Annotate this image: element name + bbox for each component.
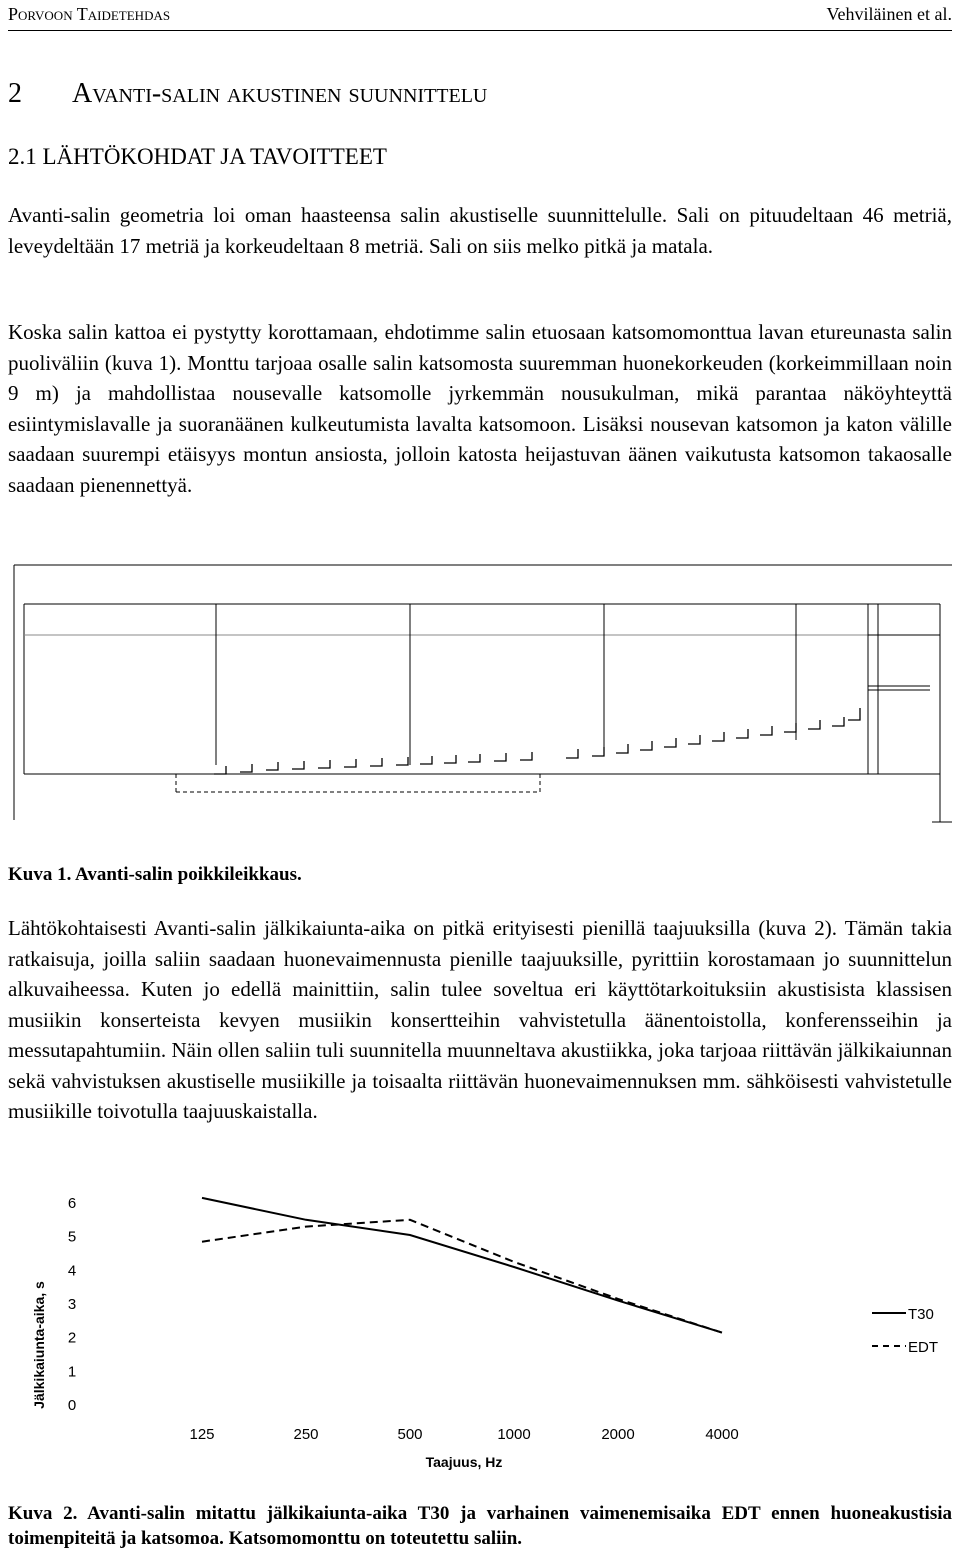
y-tick-label-3: 3	[67, 1296, 77, 1313]
series-line-edt	[202, 1220, 722, 1333]
section-title: Avanti-salin akustinen suunnittelu	[72, 78, 488, 109]
chart-legend	[872, 1306, 938, 1356]
section-number: 2	[8, 78, 22, 109]
x-tick-label-500: 500	[397, 1426, 423, 1443]
legend-t30-label: T30	[908, 1306, 934, 1323]
y-tick-label-6: 6	[67, 1195, 77, 1212]
paragraph-pit: Koska salin kattoa ei pystytty korottamaan, ehdotimme salin etuosaan katsomomonttua lavan etureunasta salin puoliväliin (kuva 1). Monttu tarjoaa osalle salin katsomosta suuremman huonekorkeuden (korkeimmillaan noin 9 m) ja mahdollistaa nousevalle katsomolle jyrkemmän nousukulman, mikä parantaa näköyhteyttä esiintymislavalle ja suoranäänen kulkeutumista lavalta katsomoon. Lisäksi nousevan katsomon ja katon välille saadaan suurempi etäisyys montun ansiosta, jolloin katosta heijastuvan äänen vaikutusta katsomon takaosalle saadaan pienennettyä.	[8, 320, 952, 497]
figure2-caption: Kuva 2. Avanti-salin mitattu jälkikaiunta-aika T30 ja varhainen vaimenemisaika EDT ennen huoneakustisia toimenpiteitä ja katsomoa. Katsomomonttu on toteutettu saliin.	[8, 1503, 952, 1549]
x-axis-label: Taajuus, Hz	[425, 1454, 503, 1470]
running-header	[8, 2, 952, 31]
paragraph-geometry: Avanti-salin geometria loi oman haasteensa salin akustiselle suunnittelulle. Sali on pituudeltaan 46 metriä, leveydeltään 17 metriä ja korkeudeltaan 8 metriä. Sali on siis melko pitkä ja matala.	[8, 203, 952, 258]
y-tick-label-0: 0	[67, 1397, 77, 1414]
x-tick-label-125: 125	[189, 1426, 215, 1443]
y-axis-label: Jälkikaiunta-aika, s	[31, 1281, 47, 1409]
section-heading	[8, 78, 488, 110]
y-tick-label-5: 5	[67, 1228, 77, 1246]
header-right: Vehviläinen et al.	[826, 4, 952, 24]
paragraph-reverberation: Lähtökohtaisesti Avanti-salin jälkikaiunta-aika on pitkä erityisesti pienillä taajuuksilla (kuva 2). Tämän takia ratkaisuja, joilla saliin saadaan huonevaimennusta pienille taajuuksille, pyrittiin korostamaan jo suunnittelun alkuvaiheessa. Kuten jo edellä mainittiin, salin tulee soveltua eri käyttötarkoituksiin akustisista klassisen musiikin konserteista kevyen musiikin konsertteihin vahvistetulla äänentoistolla, konferensseihin ja messutapahtumiin. Näin ollen saliin tuli suunnitella muunneltava akustiikka, joka tarjoaa riittävän jälkikaiunnan sekä vahvistuksen akustiselle musiikille ja toisaalta riittävän huonevaimennuksen mm. sähköisesti vahvistetulle musiikille toivotulla taajuuskaistalla.	[8, 916, 952, 1123]
y-tick-label-1: 1	[67, 1363, 77, 1381]
legend-edt-label: EDT	[908, 1339, 938, 1356]
subsection-heading: 2.1 LÄHTÖKOHDAT JA TAVOITTEET	[8, 144, 387, 169]
x-tick-label-4000: 4000	[705, 1426, 739, 1443]
y-tick-label-4: 4	[67, 1262, 77, 1280]
reverberation-chart	[0, 1185, 960, 1485]
cross-section-drawing	[0, 560, 960, 830]
x-tick-label-2000: 2000	[601, 1426, 635, 1443]
figure1-caption: Kuva 1. Avanti-salin poikkileikkaus.	[8, 864, 302, 885]
x-tick-label-1000: 1000	[497, 1426, 531, 1443]
header-left: Porvoon Taidetehdas	[8, 4, 171, 24]
series-line-t30	[202, 1198, 722, 1333]
y-tick-label-2: 2	[67, 1329, 77, 1347]
x-tick-label-250: 250	[293, 1426, 319, 1443]
